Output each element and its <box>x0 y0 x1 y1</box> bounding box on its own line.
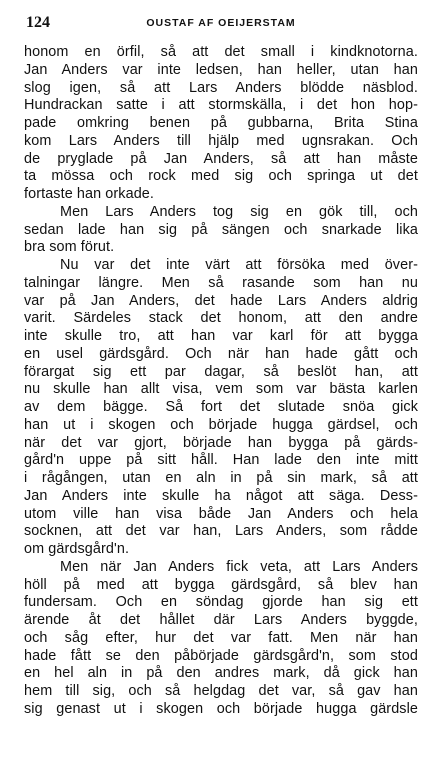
text-line: slog igen, så att Lars Anders blödde näsblod. <box>24 79 418 96</box>
text-line: Nu var det inte värt att försöka med över- <box>60 257 418 273</box>
text-line: när det var gjort, började han bygga på gärds- <box>24 434 418 451</box>
text-line: gård'n uppe på sitt håll. Han lade den inte mitt <box>24 452 418 469</box>
text-line: pade omkring benen på gubbarna, Brita Stina <box>24 115 418 131</box>
text-line: Men Lars Anders tog sig en gök till, och <box>60 203 418 220</box>
paragraph <box>24 204 418 257</box>
body-text <box>24 44 418 719</box>
text-line: en usel gärdsgård. Och när han hade gått och <box>24 345 418 362</box>
text-line: Jan Anders inte skulle ha något att säga. Dess- <box>24 487 418 504</box>
text-line: han ut i skogen och började hugga gärdsel, och <box>24 416 418 433</box>
text-line: i rågången, utan en aln in på sin mark, så att <box>24 470 418 486</box>
text-line: Men när Jan Anders fick veta, att Lars Anders <box>60 558 418 575</box>
running-head <box>24 14 418 36</box>
text-line: nu skulle han allt visa, vem som var bästa karlen <box>24 381 418 398</box>
text-line: hem till sig, och så helgdag det var, så gav han <box>24 683 418 699</box>
text-line: hade fått se den påbörjade gärdsgård'n, som stod <box>24 647 418 664</box>
text-line: förargat sig ett par dagar, så beslöt han, att <box>24 363 418 380</box>
page-number: 124 <box>26 14 50 31</box>
text-line: varit. Särdeles stack det honom, att den andre <box>24 310 418 327</box>
text-line: om gärdsgård'n. <box>24 541 130 557</box>
text-line: höll på med att bygga gärdsgård, så blev han <box>24 576 418 593</box>
text-line: Hundrackan satte i att stormskälla, i det hon hop- <box>24 97 418 114</box>
text-line: och såg efter, hur det var fatt. Men när han <box>24 629 418 646</box>
text-line: utom ville han visa både Jan Anders och hela <box>24 505 418 522</box>
running-title: OUSTAF AF OEIJERSTAM <box>146 17 296 29</box>
text-line: kom Lars Anders till hjälp med ugnsrakan. Och <box>24 132 418 149</box>
text-line: sedan lade han sig på sängen och snarkade lika <box>24 221 418 238</box>
text-line: honom en örfil, så att det small i kindknotorna. <box>24 44 418 60</box>
text-line: Jan Anders var inte ledsen, han heller, utan han <box>24 61 418 78</box>
text-line: talningar längre. Men så rasande som han nu <box>24 274 418 291</box>
text-line: ta mössa och rock med sig och springa ut det <box>24 168 418 185</box>
text-line: de pryglade på Jan Anders, så att han måste <box>24 150 418 167</box>
text-line: ärende åt det hållet där Lars Anders byggde, <box>24 612 418 628</box>
text-line: en hel aln in på den andres mark, då gick han <box>24 665 418 682</box>
book-page <box>24 14 418 719</box>
text-line: fundersam. Och en söndag gjorde han sig ett <box>24 594 418 611</box>
paragraph <box>24 257 418 559</box>
text-line: av dem bägge. Så fort det slutade snöa gick <box>24 399 418 415</box>
paragraph <box>24 44 418 204</box>
text-line: inte skulle tro, att han var karl för att bygga <box>24 328 418 344</box>
text-line: bra som förut. <box>24 239 115 256</box>
text-line: fortaste han orkade. <box>24 186 154 202</box>
text-line: sig genast ut i skogen och började hugga gärdsle <box>24 700 418 717</box>
paragraph <box>24 559 418 719</box>
text-line: socknen, att det var han, Lars Anders, som rådde <box>24 523 418 540</box>
text-line: var på Jan Anders, det hade Lars Anders aldrig <box>24 292 418 309</box>
